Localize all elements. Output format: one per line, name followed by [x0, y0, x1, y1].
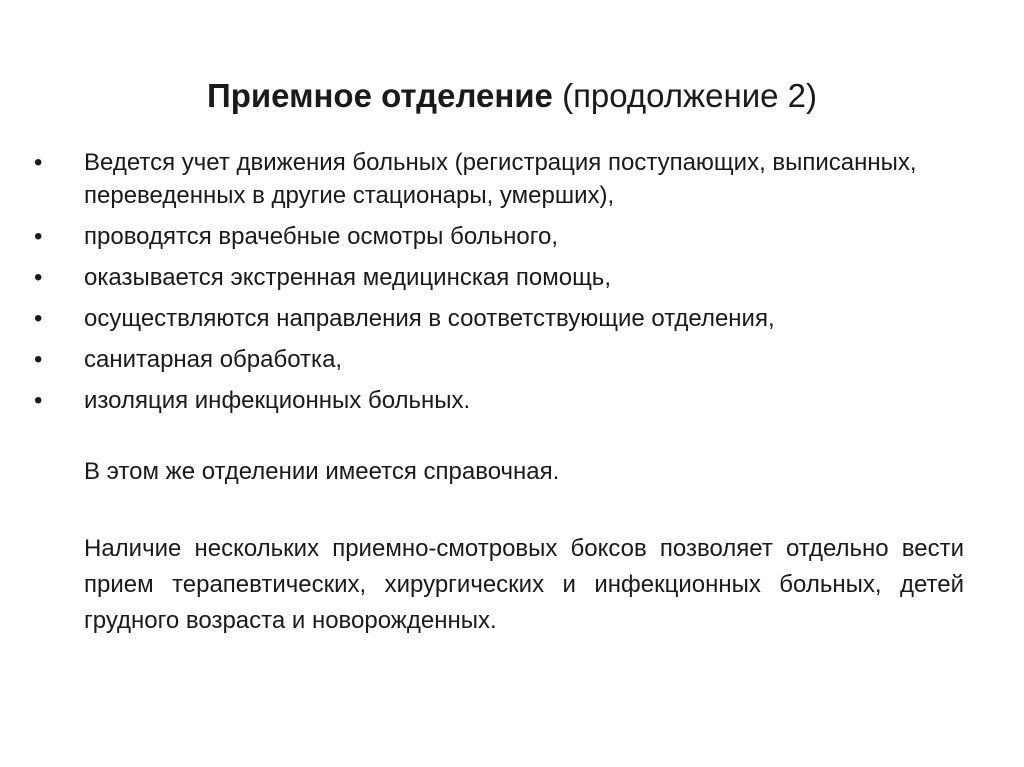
slide-title [0, 74, 1024, 118]
bullet-text: Ведется учет движения больных (регистрация поступающих, выписанных, переведенных в другие стационары, умерших), [84, 149, 917, 209]
bullet-dot-icon: • [34, 223, 43, 250]
bullet-dot-icon: • [34, 149, 43, 176]
reference-paragraph: В этом же отделении имеется справочная. [84, 458, 560, 485]
bullet-dot-icon: • [34, 305, 43, 332]
bullet-dot-icon: • [34, 264, 43, 291]
bullet-list [34, 146, 994, 425]
bullet-dot-icon: • [34, 387, 43, 414]
bullet-item [34, 343, 994, 376]
bullet-dot-icon: • [34, 346, 43, 373]
boxes-paragraph: Наличие нескольких приемно-смотровых боксов позволяет отдельно вести прием терапевтических, хирургических и инфекционных больных, детей грудного возраста и новорожденных. [84, 535, 964, 634]
bullet-item [34, 220, 994, 253]
bullet-text: осуществляются направления в соответствующие отделения, [84, 305, 775, 332]
bullet-item [34, 302, 994, 335]
bullet-text: оказывается экстренная медицинская помощь, [84, 264, 611, 291]
bullet-item [34, 146, 994, 212]
title-main: Приемное отделение [206, 77, 553, 114]
bullet-text: изоляция инфекционных больных. [84, 387, 471, 414]
bullet-text: проводятся врачебные осмотры больного, [84, 223, 558, 250]
title-subtitle: (продолжение 2) [562, 77, 818, 114]
bullet-item [34, 261, 994, 294]
bullet-text: санитарная обработка, [84, 346, 343, 373]
bullet-item [34, 384, 994, 417]
